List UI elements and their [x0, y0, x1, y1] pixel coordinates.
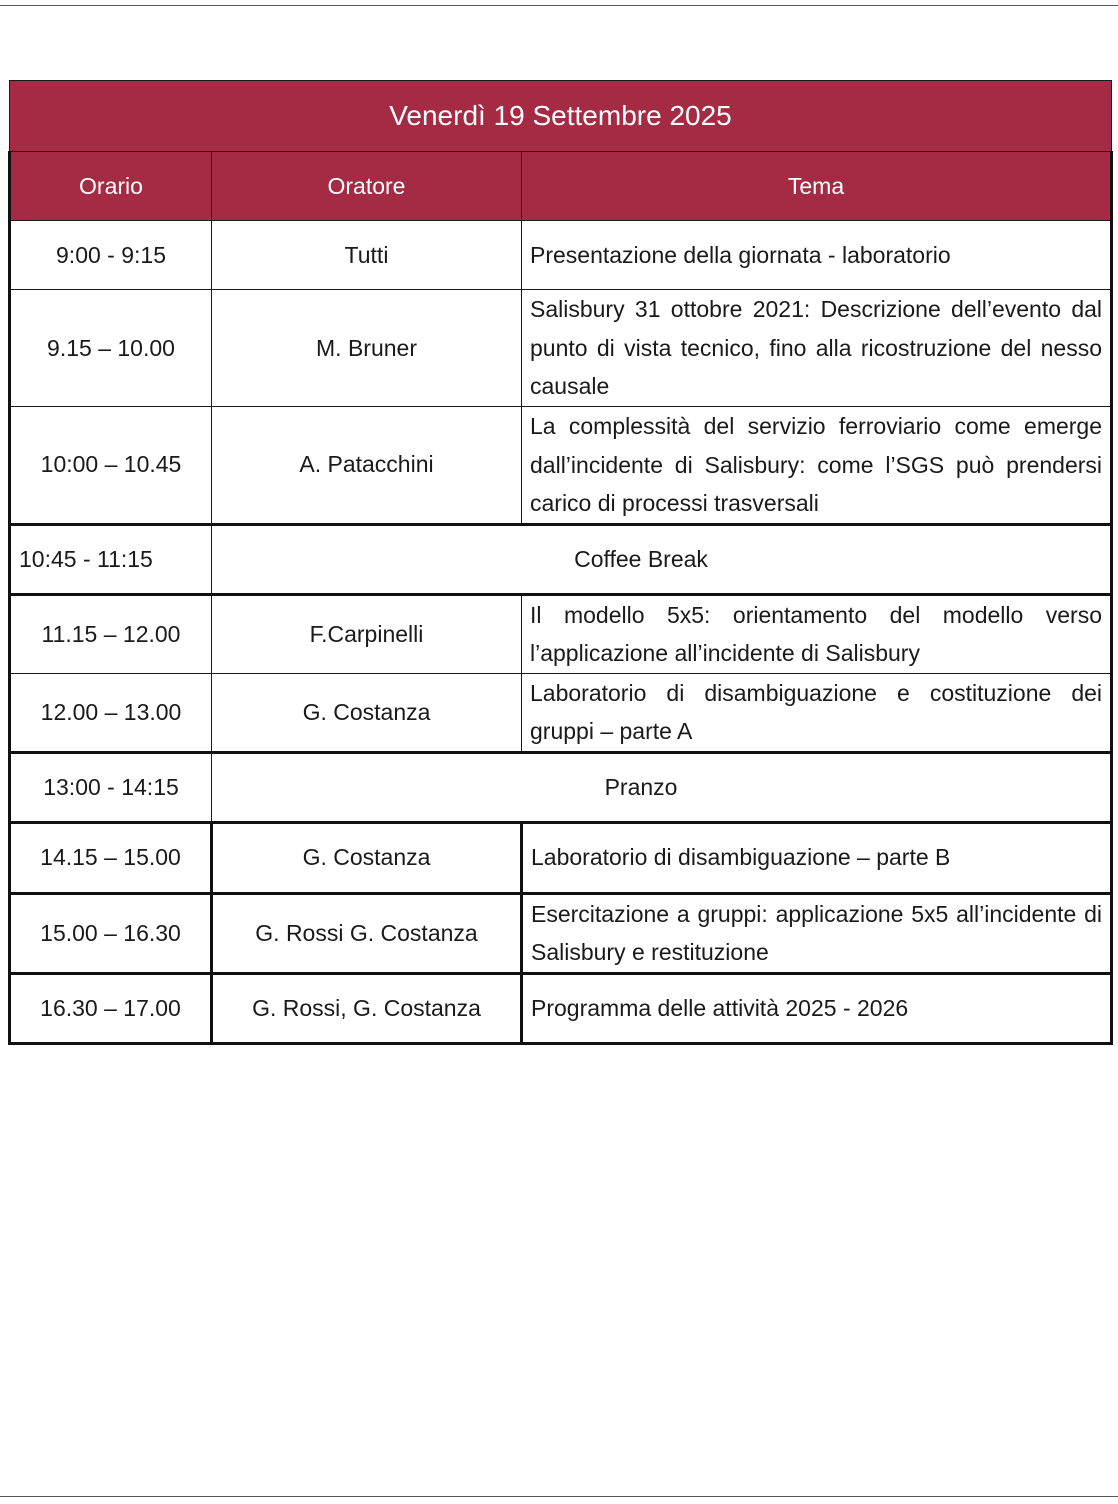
schedule-table	[8, 80, 1113, 1045]
break-row	[10, 752, 1112, 822]
time-cell: 16.30 – 17.00	[10, 973, 212, 1043]
speaker-cell: G. Rossi, G. Costanza	[212, 973, 522, 1043]
topic-cell: La complessità del servizio ferroviario come emerge dall’incidente di Salisbury: come l’SGS può prendersi carico di processi trasversali	[522, 407, 1112, 525]
title-row	[10, 81, 1112, 152]
break-row	[10, 524, 1112, 594]
table-row	[10, 673, 1112, 752]
speaker-cell: G. Costanza	[212, 673, 522, 752]
speaker-cell: G. Costanza	[212, 822, 522, 893]
table-row	[10, 594, 1112, 673]
time-cell: 11.15 – 12.00	[10, 594, 212, 673]
table-row	[10, 407, 1112, 525]
break-label: Coffee Break	[212, 524, 1112, 594]
speaker-cell: G. Rossi G. Costanza	[212, 893, 522, 973]
topic-cell: Programma delle attività 2025 - 2026	[522, 973, 1112, 1043]
table-row	[10, 290, 1112, 407]
speaker-cell: A. Patacchini	[212, 407, 522, 525]
topic-cell: Laboratorio di disambiguazione e costituzione dei gruppi – parte A	[522, 673, 1112, 752]
topic-cell: Il modello 5x5: orientamento del modello verso l’applicazione all’incidente di Salisbury	[522, 594, 1112, 673]
topic-cell: Laboratorio di disambiguazione – parte B	[522, 822, 1112, 893]
time-cell: 14.15 – 15.00	[10, 822, 212, 893]
time-cell: 10:45 - 11:15	[10, 524, 212, 594]
time-cell: 9:00 - 9:15	[10, 221, 212, 290]
footer-rule	[0, 1496, 1118, 1497]
topic-cell: Presentazione della giornata - laboratorio	[522, 221, 1112, 290]
schedule-title: Venerdì 19 Settembre 2025	[10, 81, 1112, 152]
break-label: Pranzo	[212, 752, 1112, 822]
header-topic: Tema	[522, 152, 1112, 221]
time-cell: 12.00 – 13.00	[10, 673, 212, 752]
time-cell: 9.15 – 10.00	[10, 290, 212, 407]
header-row	[10, 152, 1112, 221]
header-rule	[0, 5, 1118, 6]
topic-cell: Esercitazione a gruppi: applicazione 5x5 all’incidente di Salisbury e restituzione	[522, 893, 1112, 973]
time-cell: 10:00 – 10.45	[10, 407, 212, 525]
time-cell: 13:00 - 14:15	[10, 752, 212, 822]
table-row	[10, 221, 1112, 290]
time-cell: 15.00 – 16.30	[10, 893, 212, 973]
speaker-cell: M. Bruner	[212, 290, 522, 407]
speaker-cell: Tutti	[212, 221, 522, 290]
topic-cell: Salisbury 31 ottobre 2021: Descrizione dell’evento dal punto di vista tecnico, fino alla ricostruzione del nesso causale	[522, 290, 1112, 407]
table-row	[10, 973, 1112, 1043]
table-row	[10, 893, 1112, 973]
table-row	[10, 822, 1112, 893]
header-time: Orario	[10, 152, 212, 221]
header-speaker: Oratore	[212, 152, 522, 221]
speaker-cell: F.Carpinelli	[212, 594, 522, 673]
